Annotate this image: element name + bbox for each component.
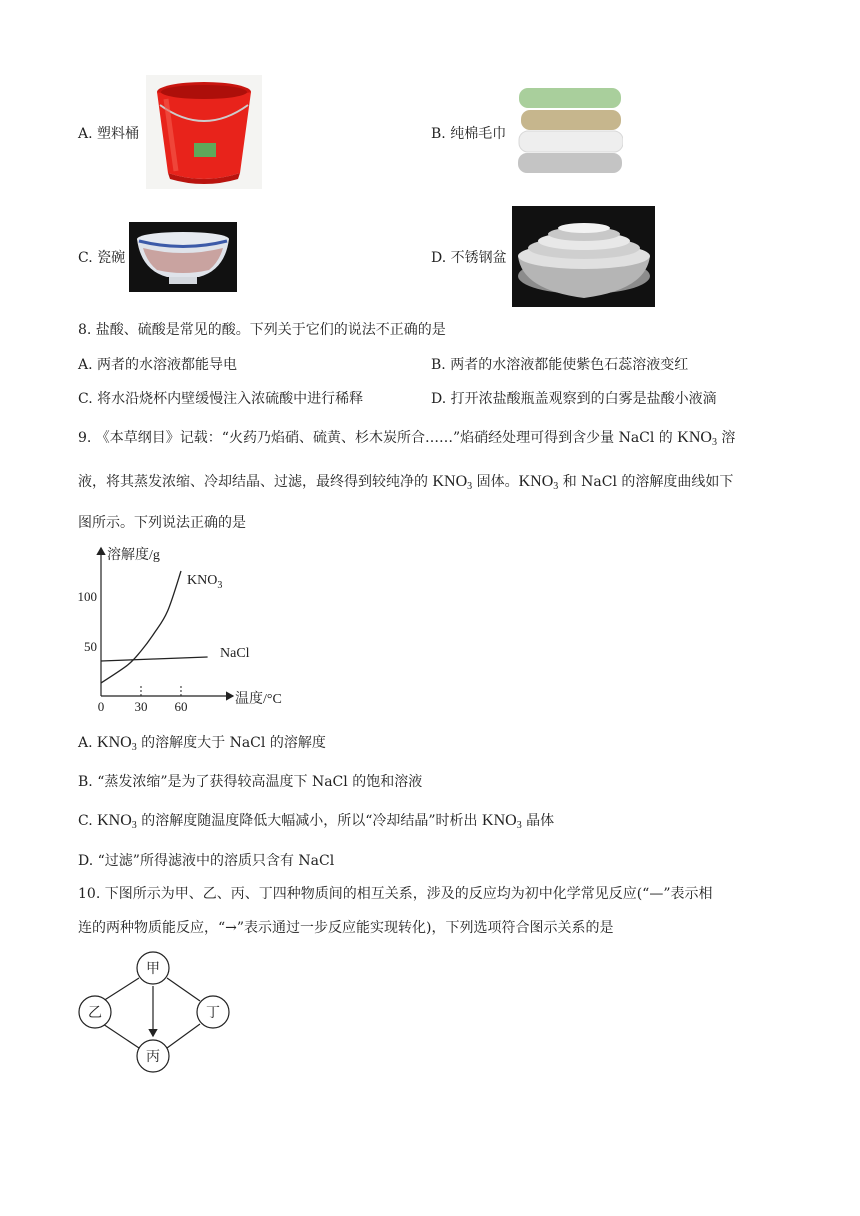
q9-stem-line3: 图所示。下列说法正确的是: [78, 515, 246, 531]
q10-stem-line2: 连的两种物质能反应，“→”表示通过一步反应能实现转化)，下列选项符合图示关系的是: [78, 920, 614, 936]
kno3-formula: $KNO_3$: [518, 473, 559, 492]
q7-option-a: A. 塑料桶: [78, 126, 140, 142]
link-jia-yi: [103, 978, 139, 1001]
q7-option-b: B. 纯棉毛巾: [431, 126, 507, 142]
q10-stem-line1: 10. 下图所示为甲、乙、丙、丁四种物质间的相互关系，涉及的反应均为初中化学常见反应(“—”表示相: [78, 886, 713, 902]
q8-option-a: A. 两者的水溶液都能导电: [78, 357, 238, 373]
q8-stem: 8. 盐酸、硫酸是常见的酸。下列关于它们的说法不正确的是: [78, 322, 446, 338]
q9-line1-end: 溶: [716, 430, 736, 446]
kno3-series-label: $KNO_3$: [187, 573, 223, 591]
q9-line2-text: 液，将其蒸发浓缩、冷却结晶、过滤，最终得到较纯净的: [78, 474, 433, 490]
node-bing-label: 丙: [146, 1050, 160, 1065]
nacl-curve: [101, 657, 208, 661]
nacl-series-label: NaCl: [220, 646, 250, 661]
kno3-formula: $KNO_3$: [482, 812, 522, 831]
kno3-formula: $KNO_3$: [97, 812, 137, 831]
link-ding-bing: [167, 1024, 200, 1048]
q7-option-d: D. 不锈钢盆: [431, 250, 507, 266]
kno3-curve: [101, 571, 181, 683]
q8-option-b: B. 两者的水溶液都能使紫色石蕊溶液变红: [431, 357, 689, 373]
node-yi-label: 乙: [88, 1006, 102, 1021]
porcelain-bowl-image: [129, 222, 237, 292]
x-tick-label: 60: [174, 699, 188, 714]
x-axis-label: 温度/°C: [235, 692, 282, 707]
q9-option-a: A. $KNO_3$ 的溶解度大于 NaCl 的溶解度: [78, 734, 326, 753]
q9-line2-mid: 固体。: [472, 474, 519, 490]
bucket-image: [146, 75, 262, 189]
kno3-formula: $KNO_3$: [432, 473, 473, 492]
q9-line2-end: 和 NaCl 的溶解度曲线如下: [558, 474, 734, 490]
x-tick-label: 0: [97, 699, 105, 714]
q9-option-c: C. $KNO_3$ 的溶解度随温度降低大幅减小，所以“冷却结晶”时析出 $KNO_3$ 晶体: [78, 812, 555, 831]
link-jia-ding: [167, 978, 200, 1001]
q8-option-d: D. 打开浓盐酸瓶盖观察到的白雾是盐酸小液滴: [431, 391, 717, 407]
q9-line1-text: 9. 《本草纲目》记载：“火药乃焰硝、硫黄、杉木炭所合……”焰硝经处理可得到含少量 NaCl 的: [78, 430, 678, 446]
q9-option-b: B. “蒸发浓缩”是为了获得较高温度下 NaCl 的饱和溶液: [78, 774, 423, 790]
node-jia-label: 甲: [146, 962, 160, 977]
y-tick-label: 50: [84, 639, 97, 654]
relation-diagram: [75, 948, 235, 1078]
q7-option-c: C. 瓷碗: [78, 250, 126, 266]
q8-option-c: C. 将水沿烧杯内壁缓慢注入浓硫酸中进行稀释: [78, 391, 364, 407]
y-tick-label: 100: [77, 589, 97, 604]
solubility-chart: [75, 540, 305, 715]
x-tick-label: 30: [134, 699, 148, 714]
kno3-formula: $KNO_3$: [97, 734, 137, 753]
steel-basin-image: [512, 206, 655, 307]
towels-image: [515, 85, 623, 175]
link-yi-bing: [103, 1024, 139, 1048]
q9-stem-line1: [78, 428, 735, 453]
kno3-formula: $KNO_3$: [677, 429, 717, 448]
y-axis-label: 溶解度/g: [107, 548, 160, 563]
q9-option-d: D. “过滤”所得滤液中的溶质只含有 NaCl: [78, 853, 335, 869]
node-ding-label: 丁: [206, 1006, 220, 1021]
q9-stem-line2: [78, 472, 733, 497]
